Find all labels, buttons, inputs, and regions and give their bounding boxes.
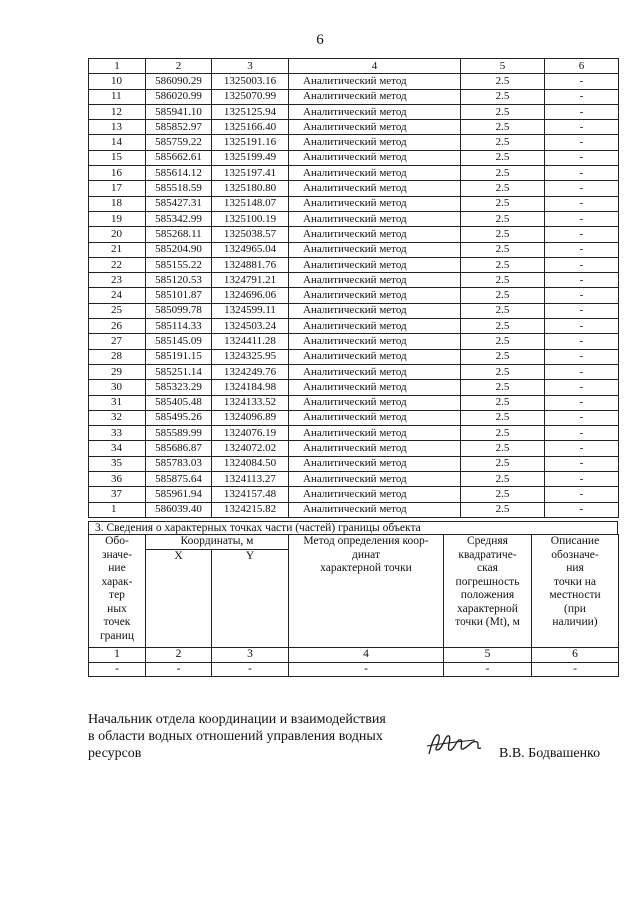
- table-row: [89, 364, 619, 379]
- description-cell: -: [545, 150, 619, 165]
- point-number-cell: 14: [89, 135, 146, 150]
- description-cell: -: [545, 303, 619, 318]
- y-coordinate-cell: 1324076.19: [212, 426, 289, 441]
- method-cell: Аналитический метод: [289, 456, 461, 471]
- accuracy-cell: 2.5: [461, 334, 545, 349]
- accuracy-cell: 2.5: [461, 166, 545, 181]
- table-row: [89, 89, 619, 104]
- description-cell: -: [545, 166, 619, 181]
- x-coordinate-cell: 585961.94: [146, 487, 212, 502]
- method-cell: Аналитический метод: [289, 150, 461, 165]
- description-cell: -: [545, 395, 619, 410]
- description-cell: -: [545, 273, 619, 288]
- method-cell: Аналитический метод: [289, 196, 461, 211]
- description-cell: -: [545, 410, 619, 425]
- description-cell: -: [545, 380, 619, 395]
- x-coordinate-cell: 585120.53: [146, 273, 212, 288]
- table-row: [89, 74, 619, 89]
- table-header-row: [89, 59, 619, 74]
- accuracy-cell: 2.5: [461, 303, 545, 318]
- y-coordinate-cell: 1324411.28: [212, 334, 289, 349]
- description-cell: -: [545, 242, 619, 257]
- point-number-cell: 35: [89, 456, 146, 471]
- table-row: [89, 150, 619, 165]
- description-cell: -: [545, 120, 619, 135]
- coordinates-table: [88, 58, 619, 518]
- description-cell: -: [545, 288, 619, 303]
- method-cell: Аналитический метод: [289, 257, 461, 272]
- description-cell: -: [545, 456, 619, 471]
- accuracy-cell: 2.5: [461, 135, 545, 150]
- y-coordinate-cell: 1325100.19: [212, 211, 289, 226]
- y-coordinate-cell: 1325125.94: [212, 104, 289, 119]
- accuracy-cell: 2.5: [461, 242, 545, 257]
- header-cell: 5: [461, 59, 545, 74]
- x-coordinate-cell: 585427.31: [146, 196, 212, 211]
- x-coordinate-cell: 585405.48: [146, 395, 212, 410]
- method-cell: Аналитический метод: [289, 472, 461, 487]
- empty-cell: -: [444, 662, 532, 677]
- point-number-cell: 33: [89, 426, 146, 441]
- x-coordinate-cell: 585191.15: [146, 349, 212, 364]
- method-cell: Аналитический метод: [289, 410, 461, 425]
- y-coordinate-cell: 1324881.76: [212, 257, 289, 272]
- table-row: [89, 380, 619, 395]
- y-coordinate-cell: 1324133.52: [212, 395, 289, 410]
- table-row: [89, 426, 619, 441]
- empty-cell: -: [146, 662, 212, 677]
- method-cell: Аналитический метод: [289, 181, 461, 196]
- accuracy-cell: 2.5: [461, 257, 545, 272]
- table-row: [89, 120, 619, 135]
- point-number-cell: 21: [89, 242, 146, 257]
- empty-cell: -: [532, 662, 619, 677]
- description-cell: -: [545, 441, 619, 456]
- method-cell: Аналитический метод: [289, 426, 461, 441]
- description-cell: -: [545, 257, 619, 272]
- point-number-cell: 32: [89, 410, 146, 425]
- x-coordinate-cell: 585155.22: [146, 257, 212, 272]
- table-row: [89, 395, 619, 410]
- method-cell: Аналитический метод: [289, 227, 461, 242]
- y-coordinate-cell: 1324325.95: [212, 349, 289, 364]
- accuracy-cell: 2.5: [461, 319, 545, 334]
- y-coordinate-cell: 1325038.57: [212, 227, 289, 242]
- column-number: 4: [289, 648, 444, 663]
- point-number-cell: 24: [89, 288, 146, 303]
- description-cell: -: [545, 181, 619, 196]
- header-cell: 6: [545, 59, 619, 74]
- header-method: Метод определения коор- динат характерной точки: [289, 535, 444, 648]
- x-coordinate-cell: 585875.64: [146, 472, 212, 487]
- description-cell: -: [545, 104, 619, 119]
- x-coordinate-cell: 586090.29: [146, 74, 212, 89]
- section-3-title: 3. Сведения о характерных точках части (частей) границы объекта: [88, 521, 618, 534]
- method-cell: Аналитический метод: [289, 74, 461, 89]
- table-row: [89, 456, 619, 471]
- y-coordinate-cell: 1324072.02: [212, 441, 289, 456]
- x-coordinate-cell: 585268.11: [146, 227, 212, 242]
- table-row: [89, 181, 619, 196]
- handwritten-signature: [425, 728, 485, 760]
- x-coordinate-cell: 585145.09: [146, 334, 212, 349]
- header-coordinates: Координаты, м: [146, 535, 289, 550]
- y-coordinate-cell: 1325199.49: [212, 150, 289, 165]
- point-number-cell: 23: [89, 273, 146, 288]
- header-accuracy: Средняя квадратиче- ская погрешность положения характерной точки (Mt), м: [444, 535, 532, 648]
- table-row: [89, 319, 619, 334]
- description-cell: -: [545, 74, 619, 89]
- header-cell: 3: [212, 59, 289, 74]
- accuracy-cell: 2.5: [461, 472, 545, 487]
- coordinates-table-body: [89, 59, 619, 518]
- table-row: [89, 196, 619, 211]
- empty-cell: -: [289, 662, 444, 677]
- accuracy-cell: 2.5: [461, 211, 545, 226]
- table-row: [89, 487, 619, 502]
- x-coordinate-cell: 585614.12: [146, 166, 212, 181]
- point-number-cell: 30: [89, 380, 146, 395]
- point-number-cell: 17: [89, 181, 146, 196]
- point-number-cell: 13: [89, 120, 146, 135]
- method-cell: Аналитический метод: [289, 303, 461, 318]
- header-description: Описание обозначе- ния точки на местности (при наличии): [532, 535, 619, 648]
- y-coordinate-cell: 1324157.48: [212, 487, 289, 502]
- x-coordinate-cell: 585662.61: [146, 150, 212, 165]
- y-coordinate-cell: 1325180.80: [212, 181, 289, 196]
- point-number-cell: 22: [89, 257, 146, 272]
- description-cell: -: [545, 211, 619, 226]
- method-cell: Аналитический метод: [289, 349, 461, 364]
- x-coordinate-cell: 585686.87: [146, 441, 212, 456]
- x-coordinate-cell: 585518.59: [146, 181, 212, 196]
- accuracy-cell: 2.5: [461, 349, 545, 364]
- accuracy-cell: 2.5: [461, 74, 545, 89]
- point-number-cell: 19: [89, 211, 146, 226]
- accuracy-cell: 2.5: [461, 181, 545, 196]
- method-cell: Аналитический метод: [289, 502, 461, 517]
- signatory-title: Начальник отдела координации и взаимодействия в области водных отношений управления водных ресурсов: [88, 712, 386, 761]
- description-cell: -: [545, 196, 619, 211]
- accuracy-cell: 2.5: [461, 441, 545, 456]
- accuracy-cell: 2.5: [461, 364, 545, 379]
- x-coordinate-cell: 585101.87: [146, 288, 212, 303]
- table-row: [89, 441, 619, 456]
- y-coordinate-cell: 1324184.98: [212, 380, 289, 395]
- description-cell: -: [545, 227, 619, 242]
- description-cell: -: [545, 487, 619, 502]
- point-number-cell: 10: [89, 74, 146, 89]
- column-number: 2: [146, 648, 212, 663]
- header-cell: 2: [146, 59, 212, 74]
- x-coordinate-cell: 586020.99: [146, 89, 212, 104]
- description-cell: -: [545, 135, 619, 150]
- x-coordinate-cell: 585941.10: [146, 104, 212, 119]
- table-row: [89, 288, 619, 303]
- table-row: [89, 257, 619, 272]
- description-cell: -: [545, 502, 619, 517]
- accuracy-cell: 2.5: [461, 150, 545, 165]
- method-cell: Аналитический метод: [289, 380, 461, 395]
- point-number-cell: 37: [89, 487, 146, 502]
- description-cell: -: [545, 472, 619, 487]
- empty-cell: -: [212, 662, 289, 677]
- table-row: [89, 334, 619, 349]
- y-coordinate-cell: 1325148.07: [212, 196, 289, 211]
- x-coordinate-cell: 585852.97: [146, 120, 212, 135]
- method-cell: Аналитический метод: [289, 334, 461, 349]
- method-cell: Аналитический метод: [289, 166, 461, 181]
- y-coordinate-cell: 1324503.24: [212, 319, 289, 334]
- description-cell: -: [545, 334, 619, 349]
- point-number-cell: 36: [89, 472, 146, 487]
- y-coordinate-cell: 1324791.21: [212, 273, 289, 288]
- method-cell: Аналитический метод: [289, 441, 461, 456]
- method-cell: Аналитический метод: [289, 487, 461, 502]
- point-number-cell: 25: [89, 303, 146, 318]
- description-cell: -: [545, 349, 619, 364]
- point-number-cell: 1: [89, 502, 146, 517]
- method-cell: Аналитический метод: [289, 364, 461, 379]
- accuracy-cell: 2.5: [461, 502, 545, 517]
- description-cell: -: [545, 364, 619, 379]
- column-number: 1: [89, 648, 146, 663]
- table-row: [89, 166, 619, 181]
- y-coordinate-cell: 1324084.50: [212, 456, 289, 471]
- header-x: X: [146, 549, 212, 648]
- method-cell: Аналитический метод: [289, 120, 461, 135]
- accuracy-cell: 2.5: [461, 456, 545, 471]
- x-coordinate-cell: 585323.29: [146, 380, 212, 395]
- table-row: [89, 104, 619, 119]
- point-number-cell: 18: [89, 196, 146, 211]
- y-coordinate-cell: 1324113.27: [212, 472, 289, 487]
- y-coordinate-cell: 1324215.82: [212, 502, 289, 517]
- header-point-designation: Обо- значе- ние харак- тер ных точек границ: [89, 535, 146, 648]
- table-row: [89, 135, 619, 150]
- point-number-cell: 28: [89, 349, 146, 364]
- column-number: 5: [444, 648, 532, 663]
- section-3-table: [88, 534, 619, 677]
- table-row: [89, 242, 619, 257]
- point-number-cell: 16: [89, 166, 146, 181]
- method-cell: Аналитический метод: [289, 242, 461, 257]
- signatory-name: В.В. Бодвашенко: [499, 746, 601, 761]
- x-coordinate-cell: 585342.99: [146, 211, 212, 226]
- x-coordinate-cell: 585759.22: [146, 135, 212, 150]
- point-number-cell: 12: [89, 104, 146, 119]
- column-number: 6: [532, 648, 619, 663]
- table-row: [89, 211, 619, 226]
- point-number-cell: 11: [89, 89, 146, 104]
- method-cell: Аналитический метод: [289, 104, 461, 119]
- accuracy-cell: 2.5: [461, 395, 545, 410]
- description-cell: -: [545, 319, 619, 334]
- empty-cell: -: [89, 662, 146, 677]
- x-coordinate-cell: 585099.78: [146, 303, 212, 318]
- table-row: [89, 303, 619, 318]
- x-coordinate-cell: 585495.26: [146, 410, 212, 425]
- y-coordinate-cell: 1324696.06: [212, 288, 289, 303]
- table-row: [89, 349, 619, 364]
- point-number-cell: 34: [89, 441, 146, 456]
- y-coordinate-cell: 1325197.41: [212, 166, 289, 181]
- point-number-cell: 20: [89, 227, 146, 242]
- y-coordinate-cell: 1324965.04: [212, 242, 289, 257]
- method-cell: Аналитический метод: [289, 89, 461, 104]
- point-number-cell: 15: [89, 150, 146, 165]
- point-number-cell: 31: [89, 395, 146, 410]
- y-coordinate-cell: 1325166.40: [212, 120, 289, 135]
- method-cell: Аналитический метод: [289, 288, 461, 303]
- x-coordinate-cell: 585783.03: [146, 456, 212, 471]
- x-coordinate-cell: 585204.90: [146, 242, 212, 257]
- accuracy-cell: 2.5: [461, 273, 545, 288]
- method-cell: Аналитический метод: [289, 135, 461, 150]
- page-number: 6: [316, 32, 324, 48]
- y-coordinate-cell: 1324599.11: [212, 303, 289, 318]
- method-cell: Аналитический метод: [289, 273, 461, 288]
- accuracy-cell: 2.5: [461, 380, 545, 395]
- table-row: [89, 502, 619, 517]
- table-row: [89, 472, 619, 487]
- method-cell: Аналитический метод: [289, 395, 461, 410]
- y-coordinate-cell: 1325191.16: [212, 135, 289, 150]
- accuracy-cell: 2.5: [461, 487, 545, 502]
- point-number-cell: 27: [89, 334, 146, 349]
- accuracy-cell: 2.5: [461, 288, 545, 303]
- y-coordinate-cell: 1324249.76: [212, 364, 289, 379]
- table-row: [89, 410, 619, 425]
- description-cell: -: [545, 89, 619, 104]
- accuracy-cell: 2.5: [461, 104, 545, 119]
- x-coordinate-cell: 586039.40: [146, 502, 212, 517]
- accuracy-cell: 2.5: [461, 89, 545, 104]
- method-cell: Аналитический метод: [289, 319, 461, 334]
- table-row: [89, 227, 619, 242]
- x-coordinate-cell: 585114.33: [146, 319, 212, 334]
- point-number-cell: 29: [89, 364, 146, 379]
- method-cell: Аналитический метод: [289, 211, 461, 226]
- header-cell: 4: [289, 59, 461, 74]
- description-cell: -: [545, 426, 619, 441]
- accuracy-cell: 2.5: [461, 410, 545, 425]
- accuracy-cell: 2.5: [461, 426, 545, 441]
- accuracy-cell: 2.5: [461, 120, 545, 135]
- table-row: [89, 273, 619, 288]
- header-y: Y: [212, 549, 289, 648]
- y-coordinate-cell: 1324096.89: [212, 410, 289, 425]
- y-coordinate-cell: 1325003.16: [212, 74, 289, 89]
- accuracy-cell: 2.5: [461, 196, 545, 211]
- column-number: 3: [212, 648, 289, 663]
- accuracy-cell: 2.5: [461, 227, 545, 242]
- x-coordinate-cell: 585589.99: [146, 426, 212, 441]
- point-number-cell: 26: [89, 319, 146, 334]
- y-coordinate-cell: 1325070.99: [212, 89, 289, 104]
- x-coordinate-cell: 585251.14: [146, 364, 212, 379]
- header-cell: 1: [89, 59, 146, 74]
